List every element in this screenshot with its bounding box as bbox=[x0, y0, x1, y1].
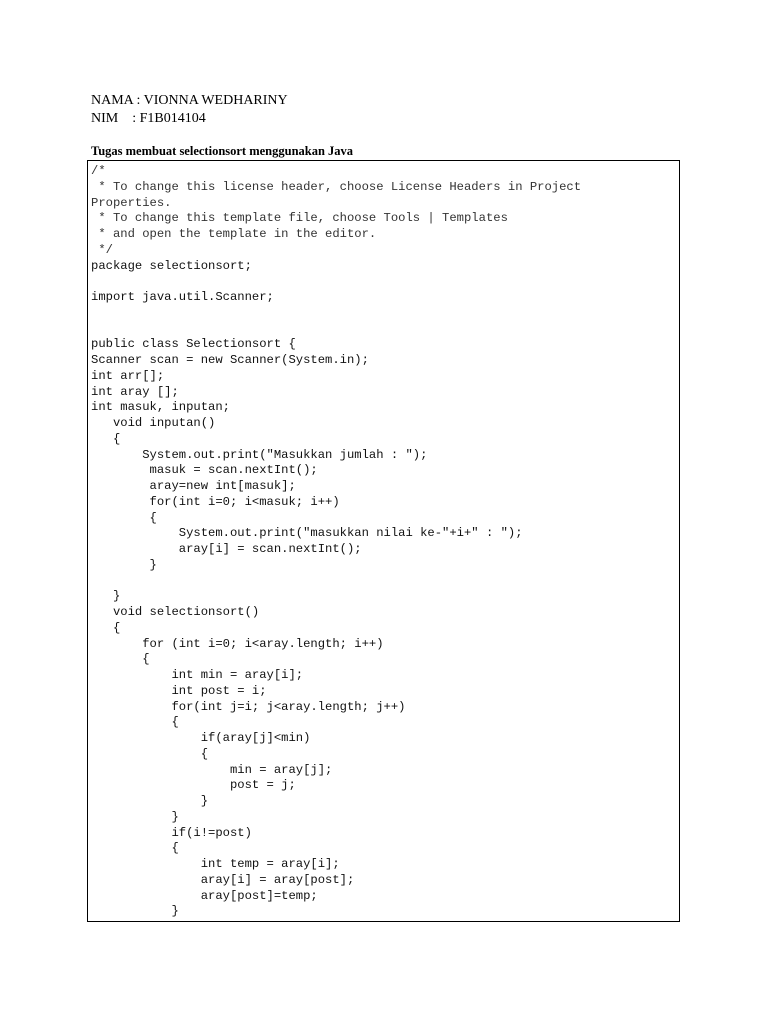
code-line: System.out.print("masukkan nilai ke-"+i+" : "); bbox=[91, 526, 523, 541]
code-line: int arr[]; bbox=[91, 368, 165, 383]
code-line: aray[i] = aray[post]; bbox=[91, 872, 355, 887]
code-line: { bbox=[91, 746, 209, 761]
code-line: int masuk, inputan; bbox=[91, 400, 230, 415]
code-line: import java.util.Scanner; bbox=[91, 290, 274, 304]
code-line bbox=[91, 574, 581, 590]
code-line bbox=[91, 306, 581, 322]
code-line: * and open the template in the editor. bbox=[91, 227, 377, 241]
code-line: void selectionsort() bbox=[91, 605, 260, 619]
code-line: * To change this template file, choose Tools | Templates bbox=[91, 211, 508, 226]
code-line: for (int i=0; i<aray.length; i++) bbox=[91, 636, 384, 651]
code-line bbox=[91, 274, 581, 290]
code-line: int post = i; bbox=[91, 683, 267, 698]
code-line: aray=new int[masuk]; bbox=[91, 479, 296, 493]
student-header bbox=[91, 92, 288, 128]
code-line: } bbox=[91, 557, 157, 572]
code-line: Properties. bbox=[91, 195, 172, 210]
code-line: void inputan() bbox=[91, 416, 216, 430]
code-line: { bbox=[91, 431, 121, 446]
code-line: public class Selectionsort { bbox=[91, 337, 296, 352]
code-line: { bbox=[91, 715, 179, 730]
code-line: } bbox=[91, 809, 179, 824]
code-line: } bbox=[91, 904, 179, 919]
code-line: for(int i=0; i<masuk; i++) bbox=[91, 494, 340, 509]
code-listing bbox=[91, 164, 581, 920]
code-line: aray[post]=temp; bbox=[91, 888, 318, 903]
student-name: NAMA : VIONNA WEDHARINY bbox=[91, 93, 288, 108]
code-line: */ bbox=[91, 242, 113, 257]
code-line: for(int j=i; j<aray.length; j++) bbox=[91, 699, 406, 714]
code-line: int temp = aray[i]; bbox=[91, 857, 340, 871]
code-line: aray[i] = scan.nextInt(); bbox=[91, 542, 362, 556]
code-line: int aray []; bbox=[91, 384, 179, 399]
code-line: { bbox=[91, 652, 150, 667]
student-nim: NIM : F1B014104 bbox=[91, 111, 206, 126]
code-line: { bbox=[91, 841, 179, 856]
code-line: System.out.print("Masukkan jumlah : "); bbox=[91, 447, 428, 462]
code-line: { bbox=[91, 510, 157, 525]
code-line: Scanner scan = new Scanner(System.in); bbox=[91, 353, 369, 367]
code-line bbox=[91, 322, 581, 338]
code-line: } bbox=[91, 794, 209, 808]
task-title: Tugas membuat selectionsort menggunakan Java bbox=[91, 144, 354, 158]
code-line: { bbox=[91, 620, 121, 635]
code-line: * To change this license header, choose License Headers in Project bbox=[91, 179, 582, 194]
code-line: masuk = scan.nextInt(); bbox=[91, 463, 318, 478]
code-line: min = aray[j]; bbox=[91, 762, 333, 777]
code-line: if(i!=post) bbox=[91, 825, 252, 840]
code-listing-box bbox=[87, 160, 680, 922]
code-line: /* bbox=[91, 164, 106, 178]
code-line: } bbox=[91, 589, 121, 604]
code-line: if(aray[j]<min) bbox=[91, 731, 311, 745]
code-line: int min = aray[i]; bbox=[91, 668, 304, 682]
code-line: package selectionsort; bbox=[91, 258, 252, 273]
code-line: post = j; bbox=[91, 778, 296, 793]
